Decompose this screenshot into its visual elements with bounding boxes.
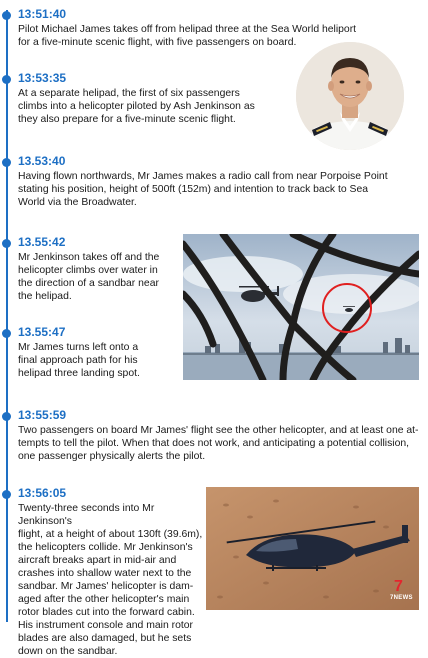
- timeline-dot: [2, 490, 11, 499]
- entry-text-line: helicopter climbs over water in: [18, 265, 158, 276]
- entry-text-line: climbs into a helicopter piloted by Ash Jenkinson as: [18, 101, 255, 112]
- entry-text-line: final approach path for his: [18, 355, 138, 366]
- timeline-dot: [2, 329, 11, 338]
- timeline-dot: [2, 11, 11, 20]
- svg-text:7: 7: [394, 578, 403, 595]
- entry-text-line: helipad three landing spot.: [18, 368, 140, 379]
- helicopter-fence-photo: [183, 234, 419, 380]
- timeline-entry: [18, 408, 423, 463]
- timeline-dot: [2, 412, 11, 421]
- timeline-dot: [2, 158, 11, 167]
- timeline-dot: [2, 239, 11, 248]
- entry-text-line: they also prepare for a five-minute scenic flight.: [18, 114, 236, 125]
- entry-text-line: sandbar. Mr James' helicopter is dam-: [18, 581, 194, 592]
- entry-time: 13.53:40: [18, 154, 66, 168]
- timeline-entry: [18, 154, 418, 209]
- crash-photo: [206, 487, 419, 610]
- entry-time: 13:56:05: [18, 486, 67, 500]
- entry-text-line: one passenger physically alerts the pilot.: [18, 451, 206, 462]
- entry-text-line: rotor blades cut into the forward cabin.: [18, 607, 195, 618]
- timeline-dot: [2, 75, 11, 84]
- entry-text-line: blades are also damaged, but he sets: [18, 633, 192, 644]
- entry-time: 13:55:59: [18, 408, 67, 422]
- entry-time: 13.55:42: [18, 235, 66, 249]
- entry-text-line: down on the sandbar.: [18, 646, 118, 657]
- entry-text-line: aged after the other helicopter's main: [18, 594, 190, 605]
- entry-text-line: Two passengers on board Mr James' flight see the other helicopter, and at least one at-: [18, 425, 419, 436]
- entry-text-line: the direction of a sandbar near: [18, 278, 159, 289]
- entry-text-line: the helicopters collide. Mr Jenkinson's: [18, 542, 193, 553]
- entry-text-line: the helipad.: [18, 291, 72, 302]
- entry-text-line: for a five-minute scenic flight, with five passengers on board.: [18, 37, 297, 48]
- entry-text-line: aircraft breaks apart in mid-air and: [18, 555, 177, 566]
- 7news-watermark: 7NEWS: [390, 595, 413, 601]
- entry-text-line: Twenty-three seconds into Mr Jenkinson's: [18, 503, 155, 527]
- entry-text-line: Pilot Michael James takes off from helipad three at the Sea World heliport: [18, 24, 357, 35]
- entry-time: 13.55:47: [18, 325, 66, 339]
- entry-text-line: At a separate helipad, the first of six passengers: [18, 88, 240, 99]
- entry-time: 13:51:40: [18, 7, 67, 21]
- timeline-line: [6, 10, 8, 622]
- entry-text-line: His instrument console and main rotor: [18, 620, 193, 631]
- entry-text-line: flight, at a height of about 130ft (39.6m),: [18, 529, 203, 540]
- entry-time: 13:53:35: [18, 71, 67, 85]
- entry-text-line: stating his position, height of 500ft (152m) and intention to track back to Sea: [18, 184, 369, 195]
- pilot-portrait: [296, 42, 404, 150]
- timeline-entry: [18, 235, 183, 303]
- timeline-entry: [18, 486, 203, 658]
- entry-text-line: tempts to tell the pilot. When that does not work, and anticipating a potential collision,: [18, 438, 410, 449]
- timeline-entry: [18, 71, 298, 126]
- entry-text-line: crashes into shallow water next to the: [18, 568, 192, 579]
- entry-text-line: Having flown northwards, Mr James makes a radio call from near Porpoise Point: [18, 171, 388, 182]
- entry-text-line: World via the Broadwater.: [18, 197, 137, 208]
- entry-text-line: Mr Jenkinson takes off and the: [18, 252, 160, 263]
- entry-text-line: Mr James turns left onto a: [18, 342, 139, 353]
- timeline-entry: [18, 325, 183, 380]
